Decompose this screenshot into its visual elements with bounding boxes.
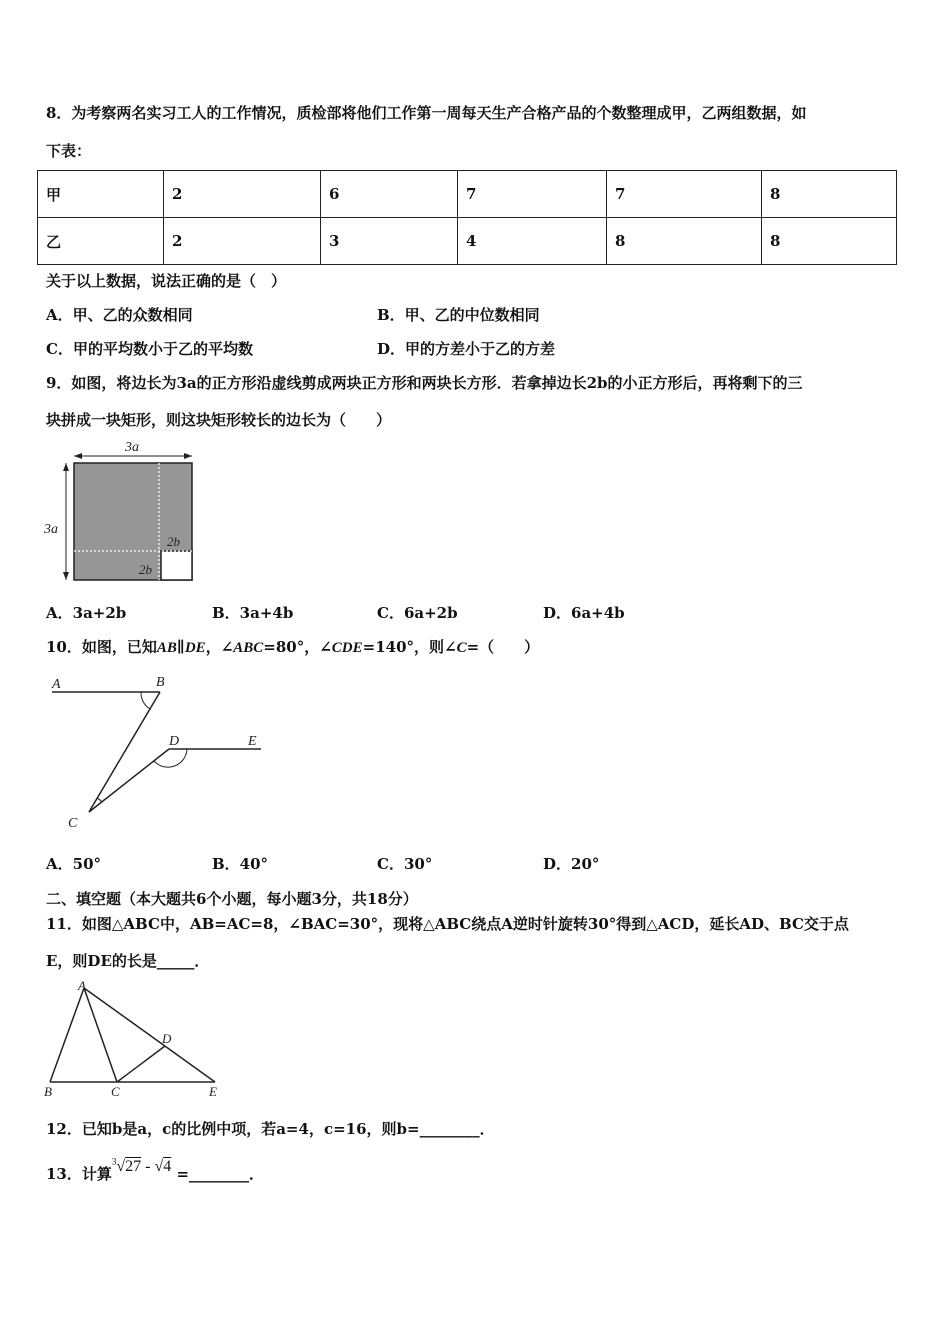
q9-option-b[interactable]: B．3a+4b [212,604,294,622]
table-cell: 8 [607,218,762,265]
q10-prefix: 10．如图，已知 [46,638,157,656]
q9-stem-line1: 9．如图，将边长为3a的正方形沿虚线剪成两块正方形和两块长方形．若拿掉边长2b的小正方形后，再将剩下的三 [46,374,803,392]
q9-square-figure [40,436,210,588]
q10-sep1: ，∠ [205,638,234,656]
q10-option-b[interactable]: B．40° [212,855,269,873]
angle-abc: ABC [233,640,264,656]
angle-cde: CDE [331,640,363,656]
q9-option-c[interactable]: C．6a+2b [377,604,458,622]
minus-sign: - [141,1158,155,1175]
q8-question: 关于以上数据，说法正确的是（ ） [46,272,287,290]
q9-option-d[interactable]: D．6a+4b [543,604,625,622]
q10-parallel-lines-figure [46,670,266,835]
label-3a-top: 3a [125,440,139,455]
q10-option-d[interactable]: D．20° [543,855,600,873]
q8-data-table [37,170,897,265]
line-ae [84,988,215,1082]
q8-option-a[interactable]: A．甲、乙的众数相同 [46,306,193,324]
q8-option-c[interactable]: C．甲的平均数小于乙的平均数 [46,340,253,358]
q9-stem-line2: 块拼成一块矩形，则这块矩形较长的边长为（ ） [46,411,392,429]
table-cell: 乙 [38,218,164,265]
angle-b-arc [141,692,150,709]
line-cd [89,749,169,812]
label-2b-right: 2b [167,534,180,549]
point-c: C [68,816,78,831]
arrowhead [184,453,192,459]
q11-triangle-figure [40,978,230,1102]
table-cell: 8 [762,218,897,265]
point-b: B [44,1084,52,1099]
q10-suffix: =（ ） [466,638,540,656]
q11-stem-line1: 11．如图△ABC中，AB=AC=8，∠BAC=30°，现将△ABC绕点A逆时针旋转30°得到△ACD，延长AD、BC交于点 [46,915,849,933]
point-b: B [156,675,165,690]
table-cell: 2 [164,171,321,218]
table-cell: 7 [458,171,607,218]
segment-ab: AB [156,640,177,656]
cube-root-radicand: 27 [125,1158,142,1175]
line-bc [89,692,160,812]
side-ac [84,988,117,1082]
table-row [38,218,897,265]
arrowhead [74,453,82,459]
label-2b-bottom: 2b [139,562,152,577]
point-e: E [248,734,257,749]
q8-option-d[interactable]: D．甲的方差小于乙的方差 [377,340,556,358]
table-cell: 2 [164,218,321,265]
angle-d-arc [154,749,187,767]
point-d: D [162,1031,172,1046]
q8-stem-line1: 8．为考察两名实习工人的工作情况，质检部将他们工作第一周每天生产合格产品的个数整理成甲，乙两组数据，如 [46,104,807,122]
q13-prefix: 13．计算 [46,1165,112,1183]
arrowhead [63,572,69,580]
point-c: C [111,1084,120,1099]
angle-c: C [456,640,467,656]
q10-option-c[interactable]: C．30° [377,855,433,873]
q10-option-a[interactable]: A．50° [46,855,102,873]
segment-cd [117,1046,165,1082]
parallel-symbol: ∥ [176,638,185,656]
label-3a-side: 3a [44,522,58,537]
segment-de: DE [184,640,206,656]
q10-val2: =140°，则∠ [362,638,457,656]
q13-stem [46,1156,265,1184]
table-cell: 8 [762,171,897,218]
point-e: E [209,1084,217,1099]
arrowhead [63,463,69,471]
square-root-radicand: 4 [163,1158,172,1175]
point-a: A [52,677,61,692]
q12-stem: 12．已知b是a，c的比例中项，若a=4，c=16，则b=________． [46,1120,495,1138]
cube-root-expression: $^3$√27 - √4 [111,1156,172,1175]
q10-val1: =80°，∠ [263,638,332,656]
angle-c-arc [97,798,102,802]
table-cell: 7 [607,171,762,218]
q10-stem [46,636,539,657]
removed-small-square [161,551,192,580]
q9-option-a[interactable]: A．3a+2b [46,604,127,622]
q13-suffix: =________． [171,1165,265,1183]
point-d: D [169,734,180,749]
table-cell: 4 [458,218,607,265]
table-cell: 6 [321,171,458,218]
point-a: A [78,978,86,993]
q8-stem-line2: 下表： [46,142,92,160]
table-cell: 甲 [38,171,164,218]
table-cell: 3 [321,218,458,265]
q8-option-b[interactable]: B．甲、乙的中位数相同 [377,306,540,324]
side-ab [50,988,84,1082]
section-heading: 二、填空题（本大题共6个小题，每小题3分，共18分） [46,890,418,908]
table-row [38,171,897,218]
q11-stem-line2: E，则DE的长是_____． [46,952,210,970]
root-index: 3 [111,1156,117,1167]
